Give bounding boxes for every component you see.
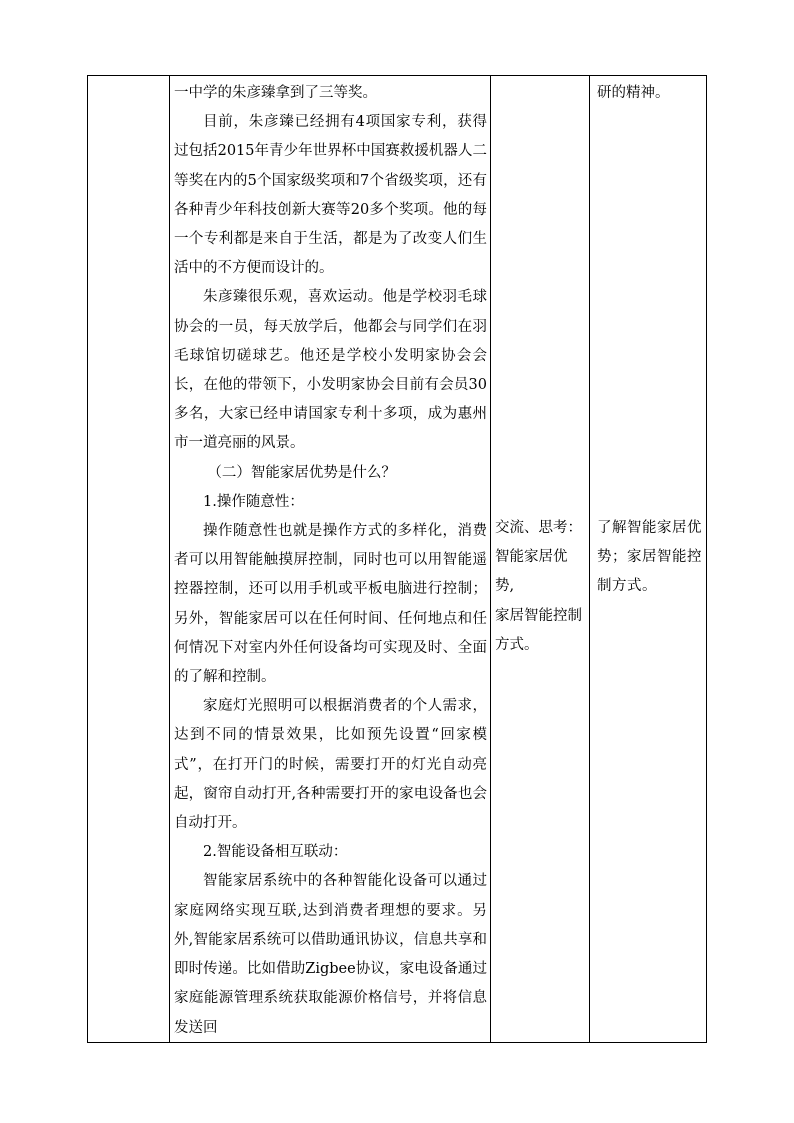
content-paragraph: 目前，朱彦臻已经拥有4项国家专利，获得过包括2015年青少年世界杯中国赛救援机器人二等奖在内的5个国家级奖项和7个省级奖项，还有各种青少年科技创新大赛等20多个奖项。他的每一个专利都是来自于生活，都是为了改变人们生活中的不方便而设计的。 <box>174 114 487 277</box>
content-paragraph: 操作随意性也就是操作方式的多样化，消费者可以用智能触摸屏控制，同时也可以用智能遥控器控制，还可以用手机或平板电脑进行控制；另外，智能家居可以在任何时间、任何地点和任何情况下对室内外任何设备均可实现及时、全面的了解和控制。 <box>174 523 487 686</box>
content-paragraph: 智能家居系统中的各种智能化设备可以通过家庭网络实现互联,达到消费者理想的要求。另外,智能家居系统可以借助通讯协议，信息共享和即时传递。比如借助Zigbee协议，家电设备通过家庭能源管理系统获取能源价格信号，并将信息发送回 <box>174 873 487 1036</box>
content-paragraph: 朱彦臻很乐观，喜欢运动。他是学校羽毛球协会的一员，每天放学后，他都会与同学们在羽毛球馆切磋球艺。他还是学校小发明家协会会长，在他的带领下，小发明家协会目前有会员30多名，大家已经申请国家专利十多项，成为惠州市一道亮丽的风景。 <box>174 289 487 452</box>
aim-top-text <box>590 76 706 108</box>
aim-text <box>597 514 703 602</box>
aim-line: 势；家居智能控 <box>597 549 702 566</box>
column-content <box>169 76 490 1042</box>
aim-line: 制方式。 <box>597 578 657 595</box>
column-activity <box>490 76 589 1042</box>
subheading: 1.操作随意性： <box>203 493 304 510</box>
content-paragraph: 一中学的朱彦臻拿到了三等奖。 <box>174 85 377 101</box>
activity-text <box>495 514 586 660</box>
activity-line: 方式。 <box>495 636 539 653</box>
activity-line: 家居智能控制 <box>495 607 582 624</box>
lesson-table <box>87 75 707 1043</box>
content-text <box>170 76 490 1042</box>
content-paragraph: 家庭灯光照明可以根据消费者的个人需求，达到不同的情景效果，比如预先设置“回家模式”，在打开门的时候，需要打开的灯光自动亮起，窗帘自动打开,各种需要打开的家电设备也会自动打开。 <box>174 698 487 832</box>
section-heading: （二）智能家居优势是什么？ <box>207 464 396 481</box>
column-section <box>88 76 169 1042</box>
activity-line: 智能家居优势, <box>495 549 568 595</box>
subheading: 2.智能设备相互联动： <box>203 844 348 861</box>
activity-line: 交流、思考： <box>495 520 582 536</box>
aim-line: 研的精神。 <box>597 85 670 101</box>
column-aim <box>589 76 706 1042</box>
aim-line: 了解智能家居优 <box>597 520 702 536</box>
